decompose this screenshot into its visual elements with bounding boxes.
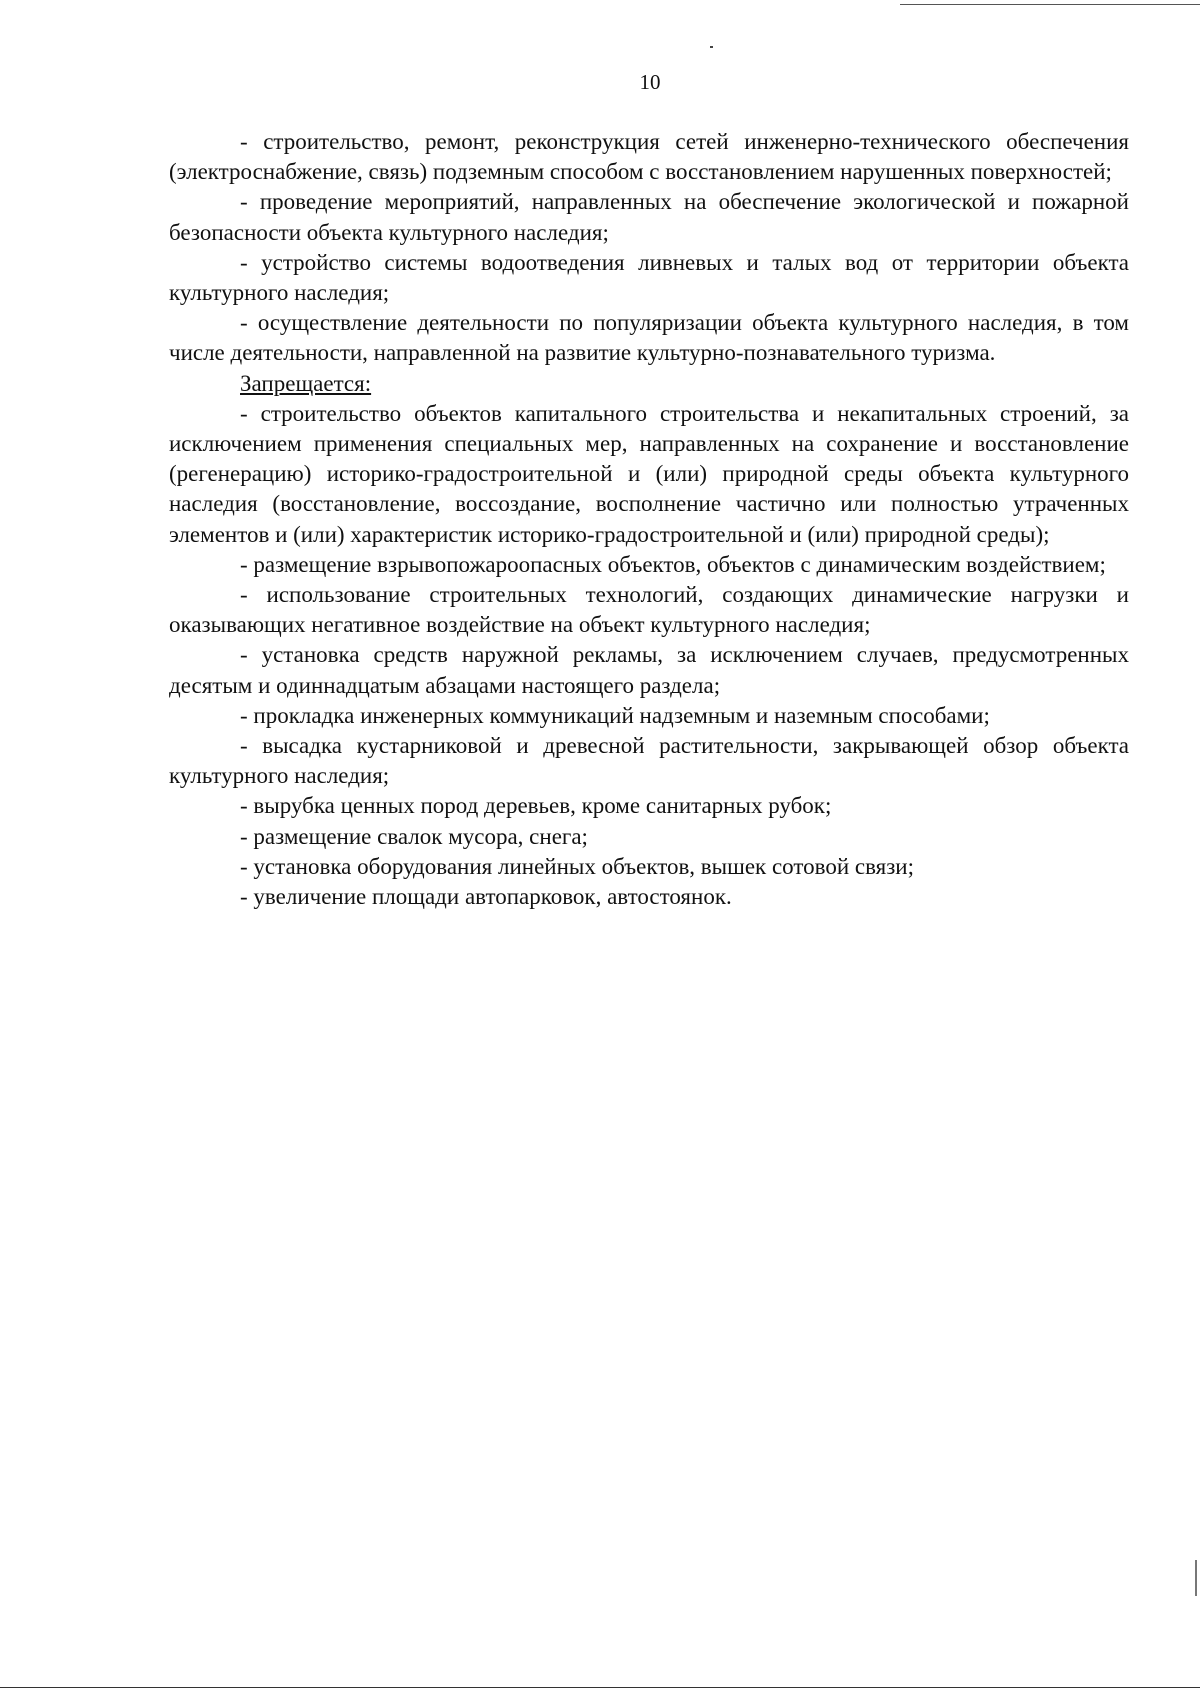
paragraph-prohibited-1: - строительство объектов капитального строительства и некапитальных строений, за исключением применения специальных мер, направленных на сохранение и восстановление (регенерацию) историко-градостроительной и (или) природной среды объекта культурного наследия (восстановление, воссоздание, восполнение частично или полностью утраченных элементов и (или) характеристик историко-градостроительной и (или) природной среды); (169, 400, 1129, 547)
prohibited-heading-line (169, 369, 1129, 399)
paragraph-prohibited-3: - использование строительных технологий, создающих динамические нагрузки и оказывающих негативное воздействие на объект культурного наследия; (169, 582, 1129, 638)
paragraph-prohibited-7: - вырубка ценных пород деревьев, кроме санитарных рубок; (240, 793, 832, 819)
page-number: 10 (639, 70, 661, 94)
paragraph-prohibited-10: - увеличение площади автопарковок, автостоянок. (240, 884, 732, 910)
paragraph-prohibited-4: - установка средств наружной рекламы, за исключением случаев, предусмотренных десятым и одиннадцатым абзацами настоящего раздела; (169, 642, 1129, 698)
scan-speck (710, 46, 713, 48)
paragraph-prohibited-5: - прокладка инженерных коммуникаций надземным и наземным способами; (240, 702, 990, 728)
paragraph-prohibited-8: - размещение свалок мусора, снега; (240, 823, 588, 849)
paragraph-allowed-1: - строительство, ремонт, реконструкция сетей инженерно-технического обеспечения (электроснабжение, связь) подземным способом с восстановлением нарушенных поверхностей; (169, 129, 1129, 185)
paragraph-allowed-2: - проведение мероприятий, направленных на обеспечение экологической и пожарной безопасности объекта культурного наследия; (169, 189, 1129, 245)
scan-edge-line-bottom (0, 1687, 1200, 1688)
scan-edge-line-top (900, 4, 1200, 5)
scan-speck (1195, 1560, 1197, 1596)
paragraph-prohibited-6: - высадка кустарниковой и древесной растительности, закрывающей обзор объекта культурного наследия; (169, 733, 1129, 789)
paragraph-allowed-4: - осуществление деятельности по популяризации объекта культурного наследия, в том числе деятельности, направленной на развитие культурно-познавательного туризма. (169, 310, 1129, 366)
paragraph-allowed-3: - устройство системы водоотведения ливневых и талых вод от территории объекта культурного наследия; (169, 249, 1129, 306)
paragraph-prohibited-2: - размещение взрывопожароопасных объектов, объектов с динамическим воздействием; (240, 551, 1106, 577)
prohibited-heading: Запрещается: (240, 370, 372, 396)
document-body (169, 127, 1129, 912)
paragraph-prohibited-9: - установка оборудования линейных объектов, вышек сотовой связи; (240, 853, 915, 879)
